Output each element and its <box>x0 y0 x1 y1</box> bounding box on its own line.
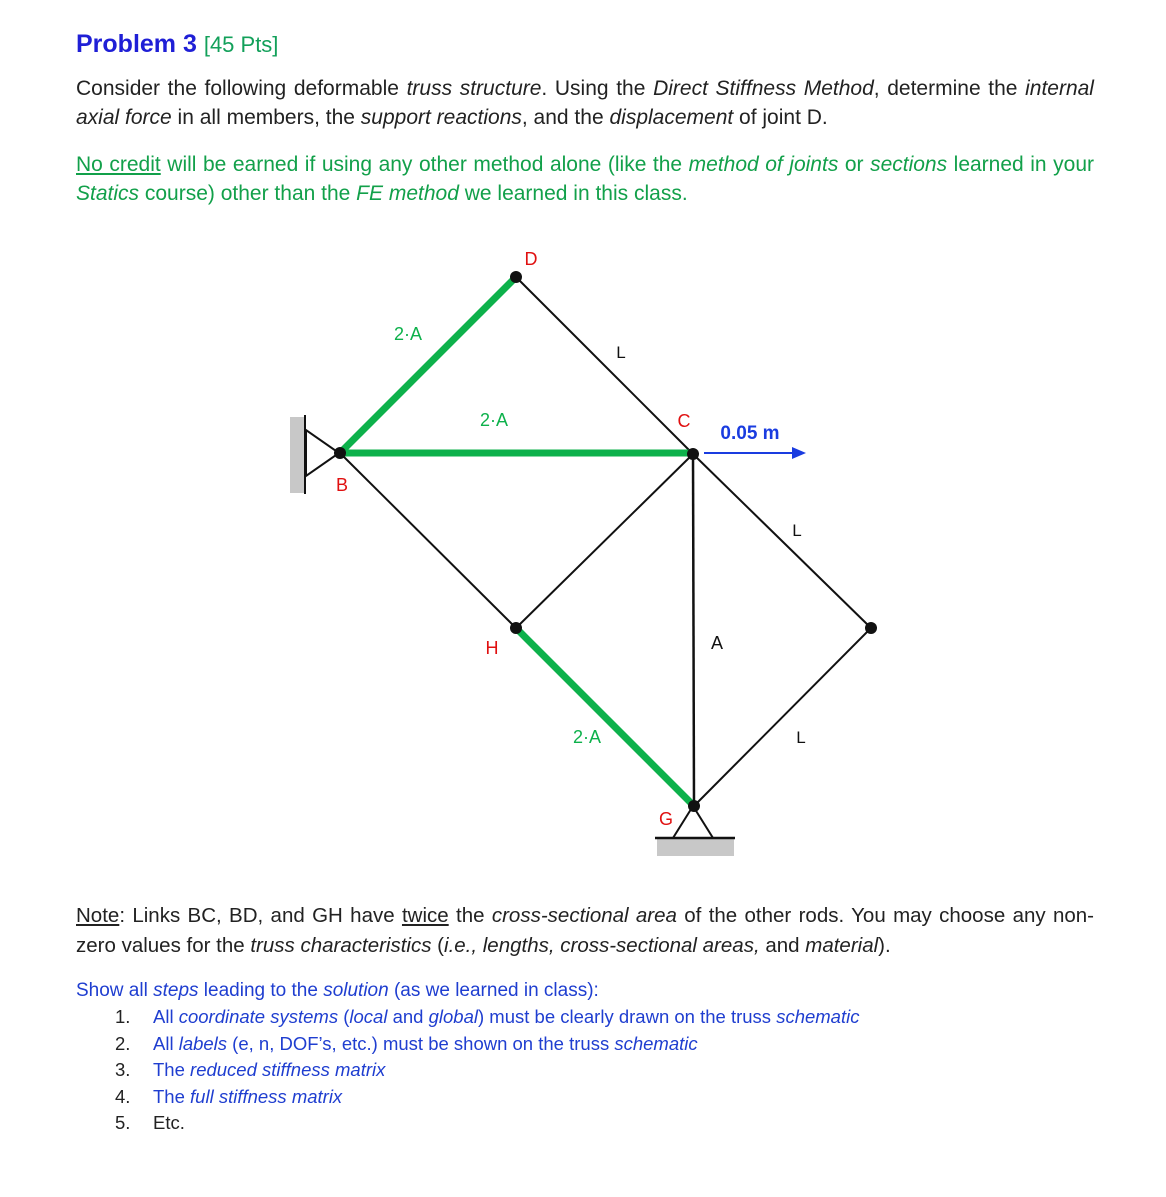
list-number: 1. <box>115 1006 131 1027</box>
list-item <box>105 1031 859 1058</box>
list-emph: labels <box>178 1032 228 1054</box>
credit-text: will be earned if using any other method alone (like the <box>160 153 689 176</box>
list-emph: global <box>428 1006 478 1027</box>
problem-number: Problem 3 <box>76 30 197 58</box>
length-label-dc: L <box>616 343 626 362</box>
show-steps-heading <box>76 978 1094 1004</box>
intro-emph: Direct Stiffness Method <box>653 77 874 100</box>
note-twice: twice <box>401 904 449 927</box>
list-emph: full stiffness matrix <box>190 1085 343 1107</box>
list-item <box>105 1110 859 1137</box>
credit-emph: sections <box>870 153 948 176</box>
note-emph: cross-sectional area <box>491 904 677 927</box>
list-number: 5. <box>115 1112 131 1133</box>
credit-text: learned in your <box>947 153 1094 176</box>
label-h: H <box>485 638 499 658</box>
credit-text: course) other than the <box>139 182 357 205</box>
area-label-bc: 2·A <box>479 410 509 430</box>
note-text: : Links BC, BD, and GH have <box>119 904 402 927</box>
note-text: the <box>448 904 492 927</box>
list-emph: local <box>349 1006 388 1027</box>
intro-text: , and the <box>521 106 610 129</box>
credit-text: we learned in this class. <box>458 182 688 205</box>
label-b: B <box>335 475 349 495</box>
list-text: ) must be clearly drawn on the truss <box>478 1006 777 1027</box>
member-eg <box>694 628 871 806</box>
credit-emph: Statics <box>76 182 140 205</box>
area-label-bd: 2·A <box>393 324 423 344</box>
intro-text: , determine the <box>873 77 1026 100</box>
show-text: leading to the <box>198 980 324 1001</box>
credit-emph: method of joints <box>688 153 839 176</box>
joint-e <box>865 622 877 634</box>
member-bh <box>340 453 516 628</box>
member-gh <box>516 628 694 806</box>
note-emph: i.e., lengths, cross-sectional areas, <box>444 934 760 957</box>
show-emph: steps <box>153 980 199 1001</box>
intro-text: . Using the <box>541 77 654 100</box>
note-emph: truss characteristics <box>250 934 432 957</box>
note-text: of the other rods. You may choose any non-zero values for the <box>76 904 1094 957</box>
member-ce <box>693 454 871 628</box>
joint-g <box>688 800 700 812</box>
list-emph: schematic <box>614 1032 698 1054</box>
note-text: ). <box>878 934 891 957</box>
list-text: All <box>153 1006 179 1027</box>
show-text: Show all <box>76 980 154 1001</box>
list-item <box>105 1084 859 1111</box>
load-label: 0.05 m <box>720 423 780 444</box>
area-label-gh: 2·A <box>572 727 602 747</box>
list-number: 3. <box>115 1059 131 1080</box>
area-label-cg: A <box>710 633 724 653</box>
length-label-eg: L <box>796 728 806 747</box>
requirements-list <box>105 1004 859 1137</box>
problem-points: [45 Pts] <box>203 32 279 57</box>
wall-support <box>290 417 305 493</box>
ground-support <box>657 838 734 856</box>
member-dc <box>516 277 693 454</box>
note-emph: material <box>805 934 879 957</box>
note-paragraph <box>76 901 1094 961</box>
list-text: The <box>153 1059 191 1080</box>
list-item <box>105 1004 859 1031</box>
member-cg <box>693 454 694 806</box>
note-text: and <box>759 934 806 957</box>
list-number: 2. <box>115 1032 131 1054</box>
length-label-ce: L <box>792 521 802 540</box>
intro-emph: internal axial force <box>76 77 1094 129</box>
intro-emph: truss structure <box>406 77 542 100</box>
list-text: All <box>153 1032 179 1054</box>
load-arrow-head <box>792 447 806 459</box>
list-text: ( <box>338 1006 350 1027</box>
list-text: The <box>153 1085 191 1107</box>
list-item <box>105 1057 859 1084</box>
list-emph: coordinate systems <box>178 1006 339 1027</box>
joint-b <box>334 447 346 459</box>
credit-emph: FE method <box>356 182 459 205</box>
intro-emph: displacement <box>609 106 734 129</box>
intro-text: Consider the following deformable <box>76 77 407 100</box>
show-emph: solution <box>323 980 389 1001</box>
member-hc <box>516 454 693 628</box>
intro-text: of joint D. <box>733 106 828 129</box>
list-text: and <box>387 1006 429 1027</box>
label-c: C <box>677 411 691 431</box>
joint-d <box>510 271 522 283</box>
no-credit-text: No credit <box>76 153 161 176</box>
note-heading: Note <box>76 904 120 927</box>
list-number: 4. <box>115 1085 131 1107</box>
joint-h <box>510 622 522 634</box>
list-emph: reduced stiffness matrix <box>190 1059 386 1080</box>
label-g: G <box>658 809 674 829</box>
list-text: Etc. <box>153 1112 185 1133</box>
intro-text: in all members, the <box>171 106 361 129</box>
list-text: (e, n, DOF’s, etc.) must be shown on the truss <box>227 1032 615 1054</box>
label-d: D <box>524 249 538 269</box>
intro-emph: support reactions <box>360 106 522 129</box>
credit-text: or <box>838 153 871 176</box>
list-emph: schematic <box>776 1006 860 1027</box>
note-text: ( <box>431 934 445 957</box>
joint-c <box>687 448 699 460</box>
show-text: (as we learned in class): <box>388 980 599 1001</box>
